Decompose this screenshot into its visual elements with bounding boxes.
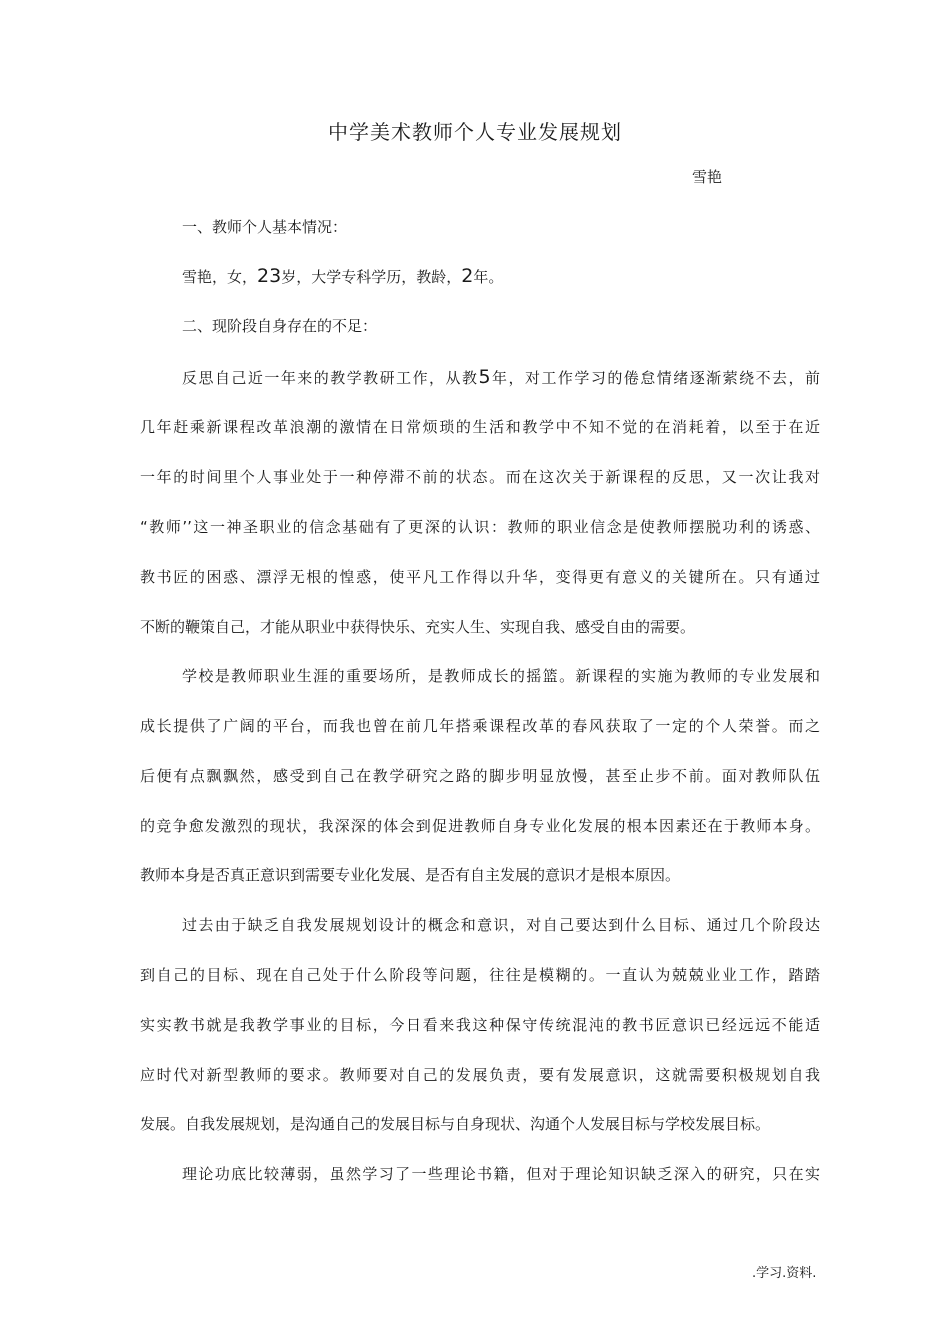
paragraph-line: 教书匠的困惑、漂浮无根的惶惑，使平凡工作得以升华，变得更有意义的关键所在。只有通过 — [140, 568, 820, 586]
paragraph-line: 后便有点飘飘然，感受到自己在教学研究之路的脚步明显放慢，甚至止步不前。面对教师队伍 — [140, 767, 820, 785]
author-name: 雪艳 — [692, 168, 723, 186]
paragraph-line: 几年赶乘新课程改革浪潮的激情在日常烦琐的生活和教学中不知不觉的在消耗着，以至于在近 — [140, 418, 820, 436]
teaching-years-value: 2 — [461, 265, 474, 287]
paragraph-line: 到自己的目标、现在自己处于什么阶段等问题，往往是模糊的。一直认为兢兢业业工作，踏踏 — [140, 966, 820, 984]
paragraph-line: 过去由于缺乏自我发展规划设计的概念和意识，对自己要达到什么目标、通过几个阶段达 — [182, 916, 820, 934]
text-span: 年，对工作学习的倦怠情绪逐渐萦绕不去，前 — [490, 369, 820, 387]
age-value: 23 — [257, 265, 282, 287]
paragraph-line: 应时代对新型教师的要求。教师要对自己的发展负责，要有发展意识，这就需要积极规划自我 — [140, 1066, 820, 1084]
paragraph-line: 发展。自我发展规划，是沟通自己的发展目标与自身现状、沟通个人发展目标与学校发展目标。 — [140, 1115, 771, 1133]
document-title: 中学美术教师个人专业发展规划 — [328, 120, 622, 144]
paragraph-line: 的竞争愈发激烈的现状，我深深的体会到促进教师自身专业化发展的根本因素还在于教师本身。 — [140, 817, 820, 835]
paragraph-line: 实实教书就是我教学事业的目标，今日看来我这种保守传统混沌的教书匠意识已经远远不能适 — [140, 1016, 820, 1034]
basic-info-line — [182, 266, 820, 287]
section-heading-shortcomings: 二、现阶段自身存在的不足： — [182, 317, 378, 335]
basic-info-text: 岁，大学专科学历，教龄， — [281, 268, 462, 286]
paragraph-line: “教师’’这一神圣职业的信念基础有了更深的认识：教师的职业信念是使教师摆脱功利的诱惑、 — [140, 518, 820, 536]
page-footer: .学习.资料. — [752, 1266, 817, 1281]
paragraph-line: 学校是教师职业生涯的重要场所，是教师成长的摇篮。新课程的实施为教师的专业发展和 — [182, 667, 820, 685]
paragraph-line: 成长提供了广阔的平台，而我也曾在前几年搭乘课程改革的春风获取了一定的个人荣誉。而之 — [140, 717, 820, 735]
basic-info-text: 雪艳，女， — [182, 268, 258, 286]
paragraph-line — [182, 367, 820, 388]
paragraph-line: 理论功底比较薄弱，虽然学习了一些理论书籍，但对于理论知识缺乏深入的研究，只在实 — [182, 1165, 820, 1183]
text-span: 反思自己近一年来的教学教研工作，从教 — [182, 369, 479, 387]
paragraph-line: 一年的时间里个人事业处于一种停滞不前的状态。而在这次关于新课程的反思，又一次让我对 — [140, 468, 820, 486]
years-teaching-value: 5 — [478, 366, 491, 388]
paragraph-line: 不断的鞭策自己，才能从职业中获得快乐、充实人生、实现自我、感受自由的需要。 — [140, 618, 696, 636]
paragraph-line: 教师本身是否真正意识到需要专业化发展、是否有自主发展的意识才是根本原因。 — [140, 866, 681, 884]
section-heading-basic-info: 一、教师个人基本情况： — [182, 218, 348, 236]
basic-info-text: 年。 — [473, 268, 504, 286]
